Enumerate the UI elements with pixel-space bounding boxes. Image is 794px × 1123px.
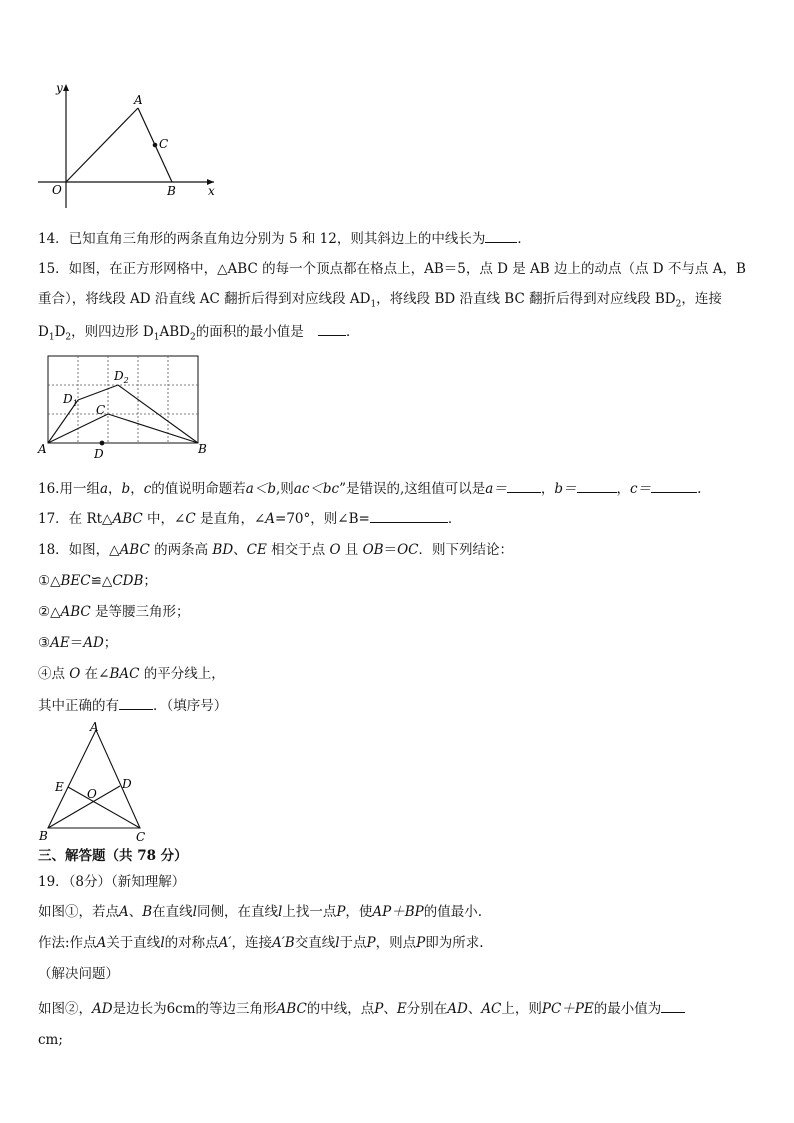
answer-blank-15[interactable] [318, 321, 346, 336]
label-E: E [55, 780, 64, 794]
answer-blank-18[interactable] [119, 695, 153, 710]
label-B: B [198, 442, 207, 456]
answer-blank-16a[interactable] [507, 478, 541, 493]
figure-q13-coordinate-triangle [30, 80, 230, 220]
label-C: C [136, 830, 146, 844]
segment-D1D2 [78, 385, 118, 400]
answer-blank-19[interactable] [661, 998, 685, 1013]
label-O: O [52, 183, 62, 197]
question-17: 17．在 Rt△ABC 中，∠C 是直角，∠A=70°，则∠B= ． [38, 508, 764, 529]
label-x: x [208, 184, 215, 198]
question-19-paragraph-5: cm; [38, 1032, 63, 1048]
question-19-header: 19．（8分）（新知理解） [38, 874, 186, 890]
question-15-line1: 15．如图，在正方形网格中，△ABC 的每一个顶点都在格点上，AB＝5，点 D 是 AB 边上的动点（点 D 不与点 A，B [38, 261, 746, 277]
question-19-paragraph-3: （解决问题） [38, 966, 119, 982]
segment-AC [48, 414, 108, 443]
label-C: C [96, 403, 106, 417]
label-A: A [134, 93, 143, 107]
question-14: 14．已知直角三角形的两条直角边分别为 5 和 12，则其斜边上的中线长为 ． [38, 228, 764, 249]
question-16: 16.用一组a，b，c的值说明命题若a＜b,则ac＜bc”是错误的,这组值可以是a＝ ，b＝ ，c＝ . [38, 478, 764, 499]
point-D [100, 441, 105, 446]
question-18: 18．如图，△ABC 的两条高 BD、CE 相交于点 O 且 OB＝OC．则下列结论： [38, 542, 514, 558]
question-18-answer: 其中正确的有 ．（填序号） [38, 695, 764, 716]
figure-q18-triangle [36, 720, 166, 845]
label-A: A [90, 720, 99, 734]
label-C: C [159, 137, 169, 151]
answer-blank-17[interactable] [370, 508, 448, 523]
segment-OA [66, 108, 138, 182]
section-heading: 三、解答题（共 78 分） [38, 848, 188, 864]
label-A: A [38, 442, 47, 456]
conclusion-3: ③AE＝AD； [38, 635, 118, 651]
conclusion-1: ①△BEC≌△CDB； [38, 573, 157, 589]
question-19-paragraph-4: 如图②，AD是边长为6cm的等边三角形ABC的中线，点P、E分别在AD、AC上，则PC＋PE的最小值为 [38, 998, 764, 1019]
question-15-line2: 重合），将线段 AD 沿直线 AC 翻折后得到对应线段 $AD_1$，将线段 BD 沿直线 BC 翻折后得到对应线段 $BD_2$，连接 [38, 291, 722, 310]
point-C [153, 143, 158, 148]
label-D: D [94, 447, 104, 461]
label-D2: $D_2$ [114, 369, 129, 385]
label-D1: $D_1$ [63, 392, 78, 408]
segment-CB [108, 414, 198, 443]
answer-blank-16b[interactable] [577, 478, 617, 493]
label-O: O [87, 787, 97, 801]
label-B: B [167, 184, 176, 198]
question-19-paragraph-1: 如图①，若点A、B在直线l同侧，在直线l上找一点P，使AP＋BP的值最小. [38, 904, 483, 920]
conclusion-2: ②△ABC 是等腰三角形； [38, 604, 190, 620]
figure-q15-grid [36, 352, 216, 462]
altitude-CE [68, 787, 140, 828]
answer-blank-16c[interactable] [651, 478, 697, 493]
question-19-paragraph-2: 作法:作点A关于直线l的对称点A′，连接A′B交直线l于点P，则点P即为所求. [38, 935, 484, 951]
label-y: y [56, 81, 63, 95]
label-B: B [39, 829, 48, 843]
answer-blank-14[interactable] [485, 228, 517, 243]
conclusion-4: ④点 O 在∠BAC 的平分线上， [38, 666, 225, 682]
label-D: D [122, 777, 132, 791]
y-axis-arrow [63, 84, 69, 91]
question-15-line3: $D_1D_2$，则四边形 $D_1ABD_2$的面积的最小值是 ． [38, 321, 764, 348]
